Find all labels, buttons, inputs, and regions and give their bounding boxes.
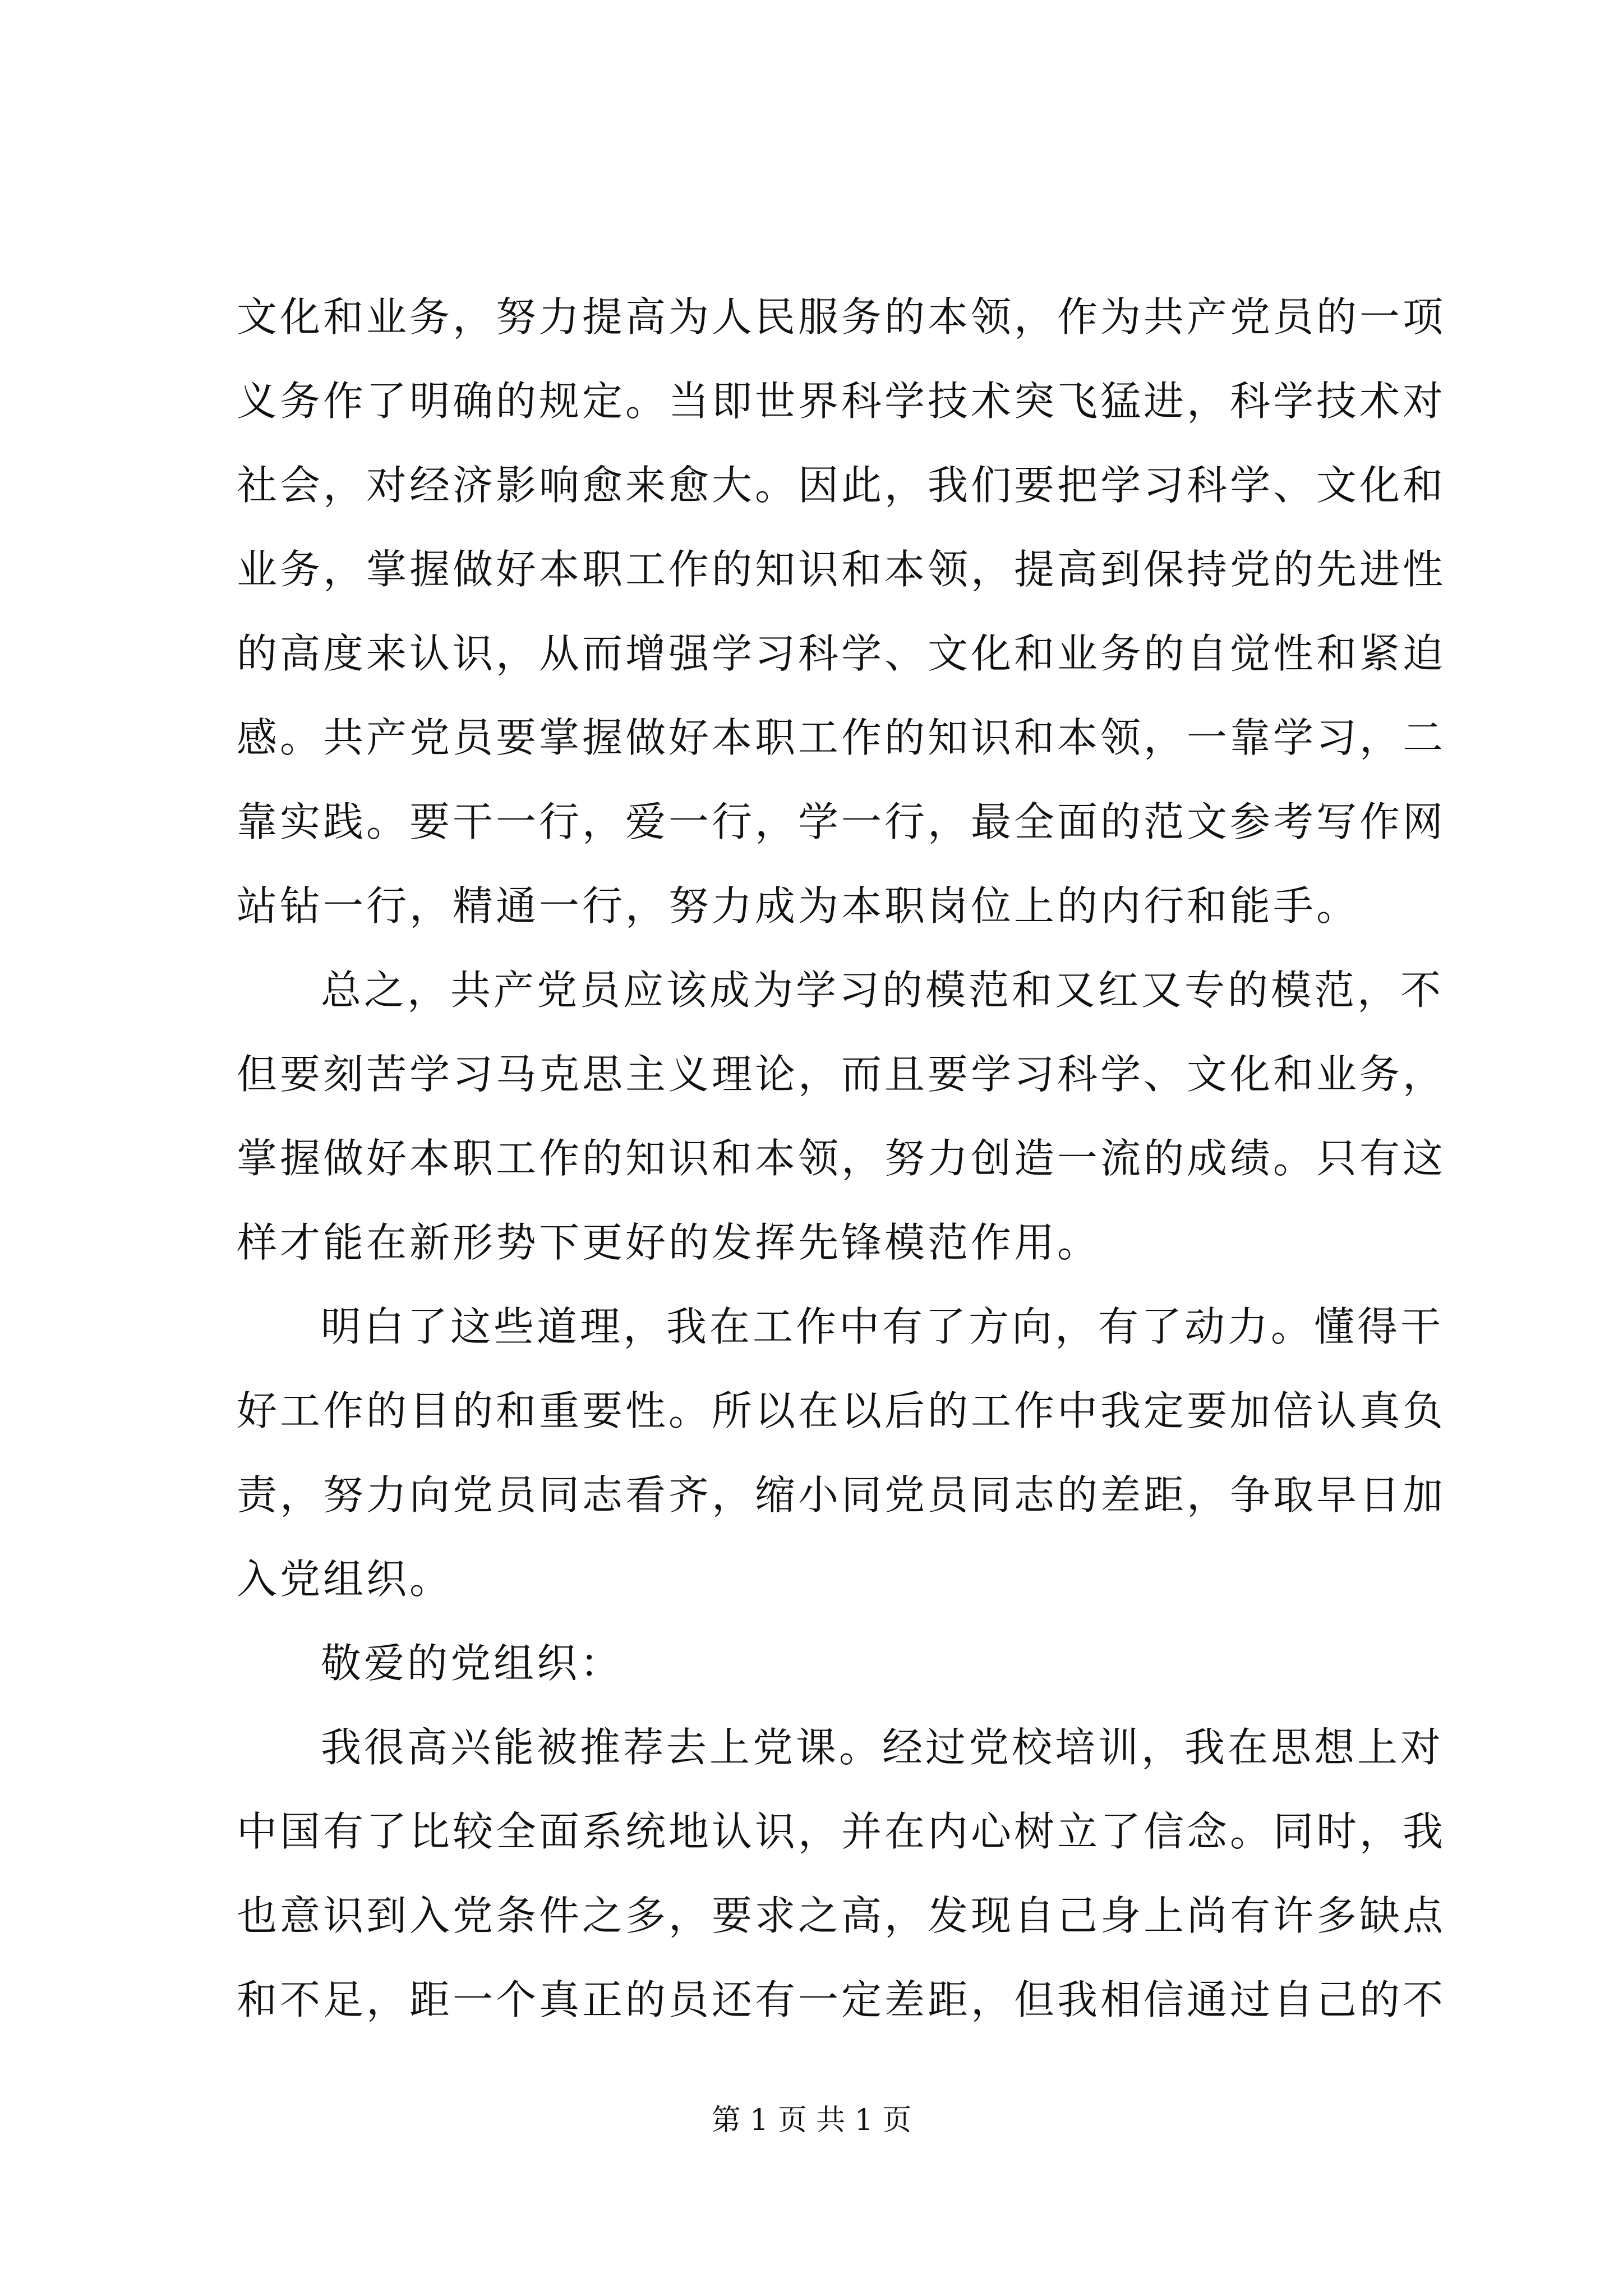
text-line: 掌握做好本职工作的知识和本领，努力创造一流的成绩。只有这: [237, 1135, 1446, 1182]
text-line: 义务作了明确的规定。当即世界科学技术突飞猛进，科学技术对: [237, 378, 1446, 425]
text-line: 的高度来认识，从而增强学习科学、文化和业务的自觉性和紧迫: [237, 630, 1446, 677]
paragraph-start-line: 总之，共产党员应该成为学习的模范和又红又专的模范，不: [321, 967, 1444, 1014]
text-line: 入党组织。: [237, 1556, 453, 1603]
text-line: 业务，掌握做好本职工作的知识和本领，提高到保持党的先进性: [237, 546, 1446, 593]
text-line: 站钻一行，精通一行，努力成为本职岗位上的内行和能手。: [237, 882, 1360, 930]
text-line: 责，努力向党员同志看齐，缩小同党员同志的差距，争取早日加: [237, 1471, 1446, 1519]
text-line: 靠实践。要干一行，爱一行，学一行，最全面的范文参考写作网: [237, 798, 1446, 845]
text-line: 中国有了比较全面系统地认识，并在内心树立了信念。同时，我: [237, 1808, 1446, 1855]
body-text: [237, 275, 1446, 2042]
text-line: 文化和业务，努力提高为人民服务的本领，作为共产党员的一项: [237, 293, 1446, 341]
text-line: 但要刻苦学习马克思主义理论，而且要学习科学、文化和业务，: [237, 1051, 1446, 1098]
text-line: 样才能在新形势下更好的发挥先锋模范作用。: [237, 1219, 1101, 1266]
paragraph-start-line: 我很高兴能被推荐去上党课。经过党校培训，我在思想上对: [321, 1724, 1444, 1771]
salutation-line: 敬爱的党组织：: [321, 1640, 624, 1687]
text-line: 也意识到入党条件之多，要求之高，发现自己身上尚有许多缺点: [237, 1892, 1446, 1939]
page-footer: 第 1 页 共 1 页: [711, 2104, 912, 2137]
text-line: 感。共产党员要掌握做好本职工作的知识和本领，一靠学习，二: [237, 714, 1446, 761]
text-line: 好工作的目的和重要性。所以在以后的工作中我定要加倍认真负: [237, 1387, 1446, 1434]
paragraph-start-line: 明白了这些道理，我在工作中有了方向，有了动力。懂得干: [321, 1303, 1444, 1350]
text-line: 和不足，距一个真正的员还有一定差距，但我相信通过自己的不: [237, 1976, 1446, 2023]
text-line: 社会，对经济影响愈来愈大。因此，我们要把学习科学、文化和: [237, 462, 1446, 509]
